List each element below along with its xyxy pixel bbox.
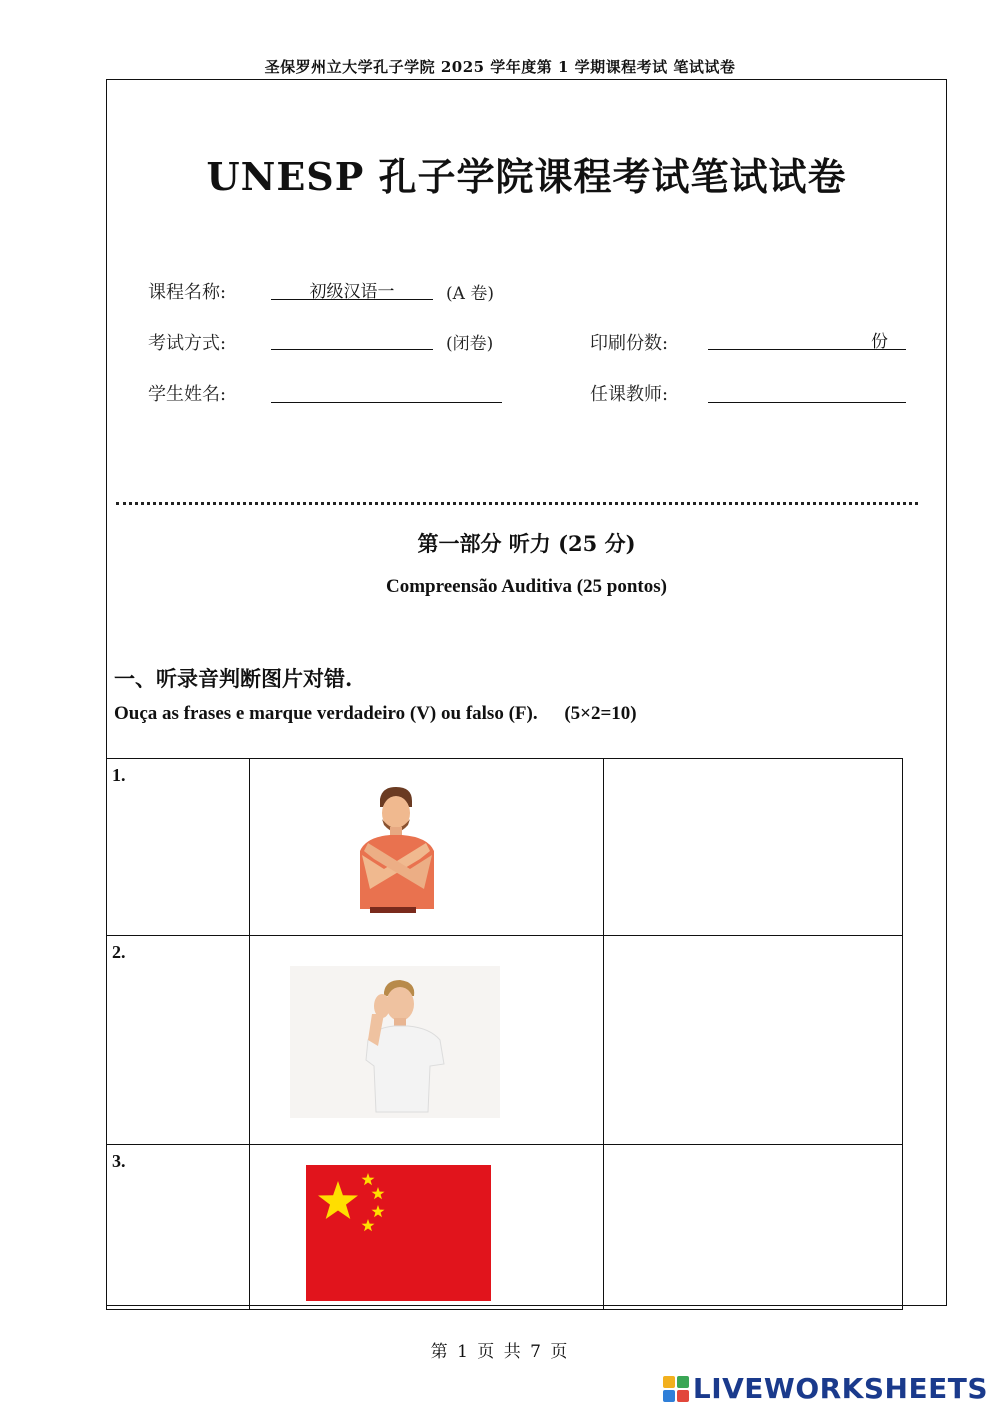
man-listening-ear-image	[250, 936, 603, 1140]
answer-cell[interactable]	[604, 759, 903, 936]
closed-book-note: (闭卷)	[446, 334, 494, 354]
liveworksheets-icon	[663, 1376, 689, 1402]
course-name-label: 课程名称:	[148, 282, 227, 303]
exam-mode-label: 考试方式:	[148, 333, 227, 354]
china-flag-image	[250, 1145, 603, 1305]
picture-cell	[250, 1145, 604, 1310]
answer-cell[interactable]	[604, 936, 903, 1145]
dotted-divider	[116, 488, 918, 505]
picture-cell	[250, 936, 604, 1145]
student-name-label: 学生姓名:	[148, 384, 227, 405]
copies-unit: 份	[871, 332, 888, 352]
brand-logo	[663, 1372, 988, 1405]
answer-cell[interactable]	[604, 1145, 903, 1310]
man-crossing-arms-image	[250, 759, 603, 931]
course-name-value: 初级汉语一	[309, 282, 395, 302]
section1-score: (5×2=10)	[564, 703, 637, 724]
paper-type: (A 卷)	[446, 284, 494, 304]
course-name-field[interactable]	[271, 277, 433, 300]
section1-title: 一、听录音判断图片对错.	[114, 666, 353, 691]
exam-mode-field[interactable]	[271, 327, 433, 350]
question-number-cell	[107, 1145, 250, 1310]
question-number-cell	[107, 759, 250, 936]
question-number-cell	[107, 936, 250, 1145]
page-footer: 第 1 页 共 7 页	[430, 1342, 570, 1362]
student-name-field[interactable]	[271, 380, 502, 403]
section1-instruction	[114, 703, 637, 725]
question-number: 2.	[112, 942, 126, 962]
teacher-label: 任课教师:	[590, 384, 669, 405]
exam-header: 圣保罗州立大学孔子学院 2025 学年度第 1 学期课程考试 笔试试卷	[264, 58, 736, 76]
part1-subtitle: Compreensão Auditiva (25 pontos)	[386, 576, 667, 597]
copies-field[interactable]	[708, 327, 906, 350]
teacher-field[interactable]	[708, 380, 906, 403]
table-row	[107, 1145, 903, 1310]
table-row	[107, 759, 903, 936]
question-number: 3.	[112, 1151, 126, 1171]
section1-instruction-text: Ouça as frases e marque verdadeiro (V) ou falso (F).	[114, 703, 538, 724]
brand-name: LIVEWORKSHEETS	[692, 1372, 988, 1405]
question-table	[106, 758, 903, 1310]
copies-label: 印刷份数:	[590, 333, 669, 354]
table-row	[107, 936, 903, 1145]
part1-title: 第一部分 听力 (25 分)	[417, 531, 636, 556]
page-title: UNESP 孔子学院课程考试笔试试卷	[206, 154, 847, 199]
picture-cell	[250, 759, 604, 936]
question-number: 1.	[112, 765, 126, 785]
